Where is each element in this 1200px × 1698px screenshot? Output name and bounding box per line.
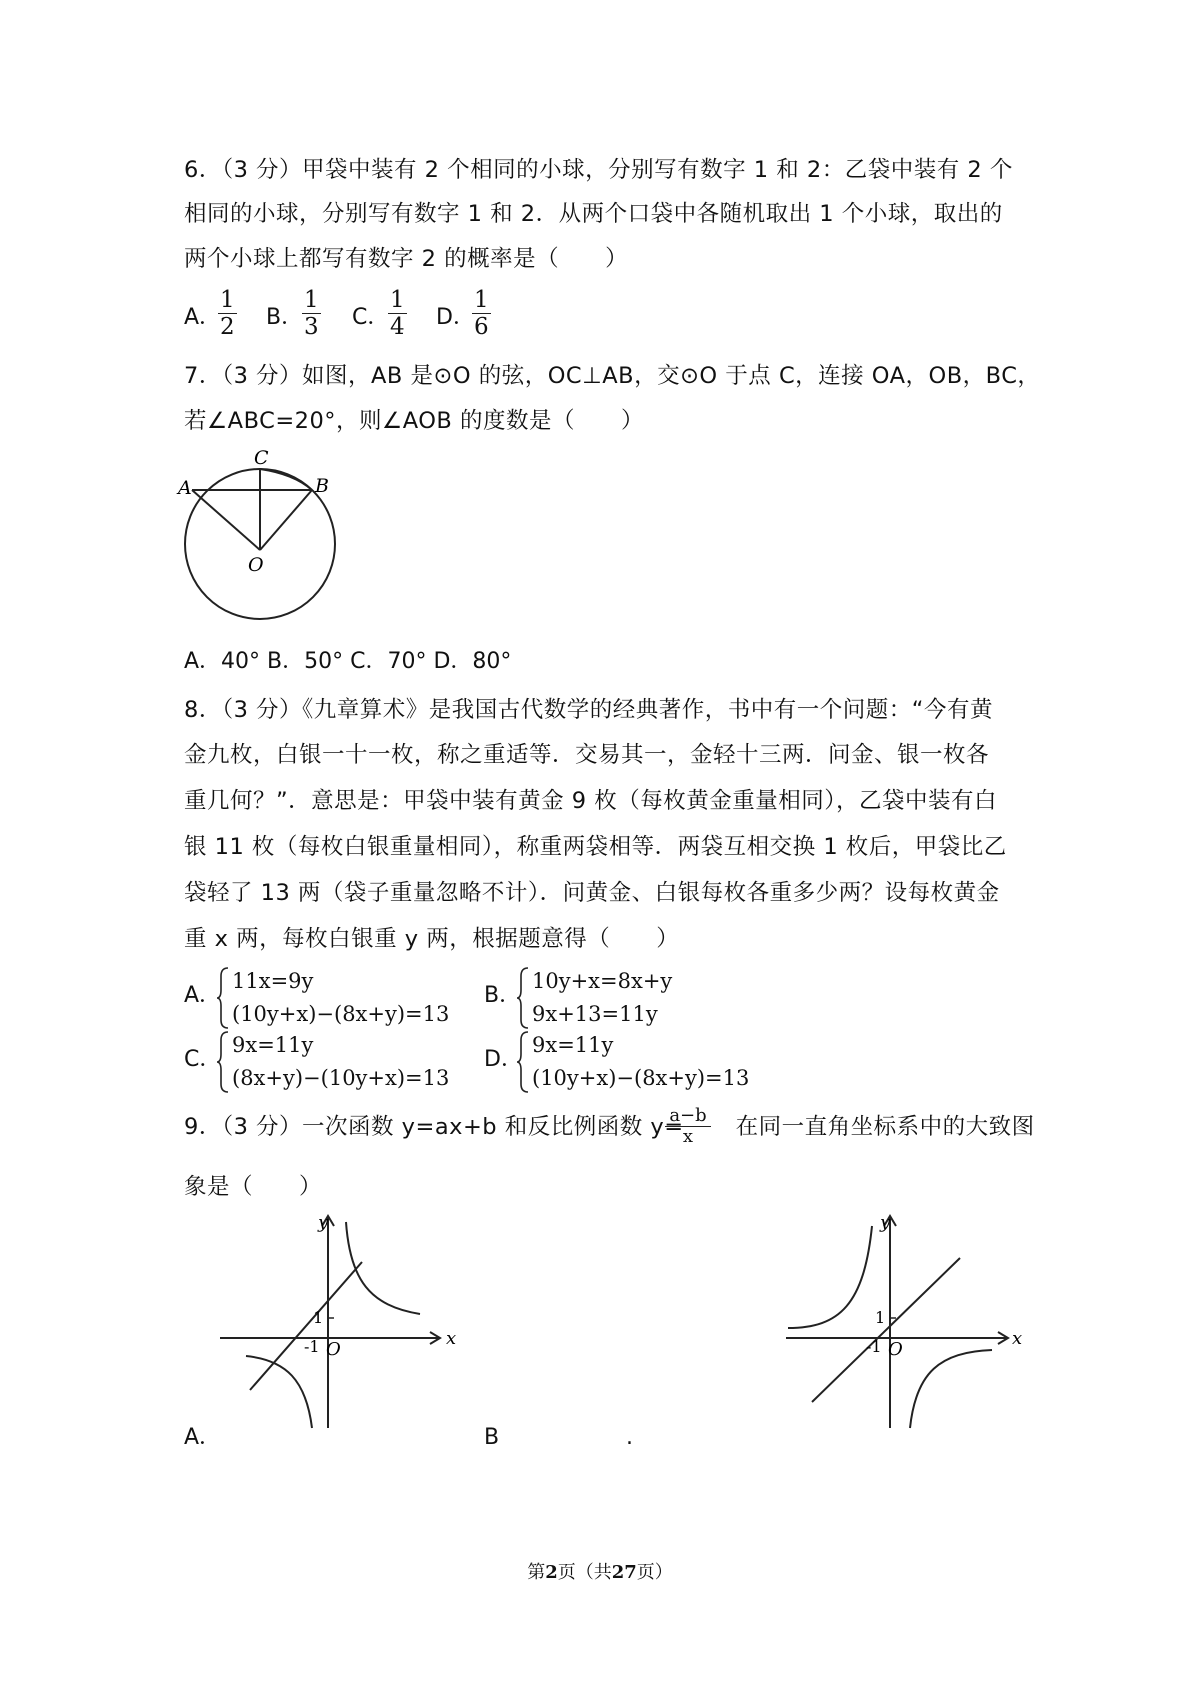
segment-bc <box>260 469 312 490</box>
q8-option-d-label: D． <box>484 1047 523 1072</box>
q6-option-d-fraction: $\frac{1}{6}$ <box>474 287 489 340</box>
q6-option-b-label: B． <box>266 305 304 330</box>
svg-text:-1: -1 <box>304 1337 320 1356</box>
svg-text:O: O <box>326 1339 341 1360</box>
q6-option-a-label: A． <box>184 305 222 330</box>
q9-graph-a <box>210 1200 470 1430</box>
page-footer: 第2页（共27页） <box>527 1562 673 1583</box>
q6-text-line-2: 相同的小球，分别写有数字 1 和 2．从两个口袋中各随机取出 1 个小球，取出的 <box>184 201 1003 227</box>
label-o: O <box>248 554 264 576</box>
current-page: 2 <box>545 1562 558 1583</box>
label-a: A <box>178 477 192 499</box>
q8-option-c-eq1: 9x=11y <box>232 1033 314 1057</box>
brace-icon <box>516 966 530 1030</box>
svg-text:O: O <box>888 1339 903 1360</box>
q9-graph-b <box>780 1200 1040 1430</box>
line-y-ax-b <box>250 1262 362 1390</box>
q8-option-b-eq2: 9x+13=11y <box>532 1002 658 1026</box>
q7-options: A．40° B．50° C．70° D．80° <box>184 649 512 674</box>
q9-option-a-label: A． <box>184 1425 222 1450</box>
q9-text-line-1: 9．（3 分）一次函数 y=ax+b 和反比例函数 y= 在同一直角坐标系中的大致图 <box>184 1114 1035 1140</box>
brace-icon <box>216 966 230 1030</box>
q8-text-line-5: 袋轻了 13 两（袋子重量忽略不计）．问黄金、白银每枚各重多少两？设每枚黄金 <box>184 880 1000 906</box>
svg-text:x: x <box>1012 1328 1023 1349</box>
q6-option-c-label: C． <box>352 305 390 330</box>
q8-text-line-2: 金九枚，白银一十一枚，称之重适等．交易其一，金轻十三两．问金、银一枚各 <box>184 742 990 768</box>
svg-text:-1: -1 <box>866 1337 882 1356</box>
brace-icon <box>216 1030 230 1094</box>
q8-option-a-eq1: 11x=9y <box>232 969 314 993</box>
svg-text:1: 1 <box>313 1308 324 1327</box>
q9-fraction: $\frac{a-b}{x}$ <box>665 1106 711 1147</box>
q9-option-b-dot: . <box>626 1425 633 1450</box>
svg-text:x: x <box>446 1328 457 1349</box>
label-c: C <box>254 447 269 469</box>
q8-option-b-eq1: 10y+x=8x+y <box>532 969 673 993</box>
brace-icon <box>516 1030 530 1094</box>
q8-option-a-label: A． <box>184 983 222 1008</box>
total-pages: 27 <box>611 1562 637 1583</box>
q8-text-line-4: 银 11 枚（每枚白银重量相同），称重两袋相等．两袋互相交换 1 枚后，甲袋比乙 <box>184 834 1007 860</box>
q9-text-line-2: 象是（ ） <box>184 1174 323 1200</box>
q8-text-line-6: 重 x 两，每枚白银重 y 两，根据题意得（ ） <box>184 926 680 952</box>
q8-option-d-eq2: (10y+x)−(8x+y)=13 <box>532 1066 750 1090</box>
q8-option-b-label: B． <box>484 983 522 1008</box>
q8-option-d-eq1: 9x=11y <box>532 1033 614 1057</box>
svg-text:1: 1 <box>875 1308 886 1327</box>
hyperbola-branch-lower <box>246 1356 312 1428</box>
label-b: B <box>315 475 329 497</box>
segment-ob <box>260 490 312 550</box>
segment-oa <box>192 490 260 550</box>
svg-text:y: y <box>318 1212 329 1233</box>
q6-option-a-fraction: $\frac{1}{2}$ <box>220 287 235 340</box>
q8-option-a-eq2: (10y+x)−(8x+y)=13 <box>232 1002 450 1026</box>
q6-text-line-1: 6．（3 分）甲袋中装有 2 个相同的小球，分别写有数字 1 和 2：乙袋中装有 2 个 <box>184 157 1013 183</box>
q8-option-c-eq2: (8x+y)−(10y+x)=13 <box>232 1066 450 1090</box>
hyperbola-branch-upper-left <box>788 1226 872 1328</box>
q8-text-line-3: 重几何？”．意思是：甲袋中装有黄金 9 枚（每枚黄金重量相同），乙袋中装有白 <box>184 788 998 814</box>
svg-text:y: y <box>880 1212 891 1233</box>
q8-text-line-1: 8．（3 分）《九章算术》是我国古代数学的经典著作，书中有一个问题：“今有黄 <box>184 697 993 723</box>
q6-option-b-fraction: $\frac{1}{3}$ <box>304 287 319 340</box>
q6-option-d-label: D． <box>436 305 475 330</box>
q7-circle-figure <box>176 444 346 634</box>
q6-text-line-3: 两个小球上都写有数字 2 的概率是（ ） <box>184 246 629 272</box>
hyperbola-branch-lower-right <box>910 1350 992 1428</box>
q9-option-b-label: B <box>484 1425 500 1450</box>
axes <box>220 1216 440 1428</box>
line-y-ax-b <box>812 1258 960 1402</box>
q6-option-c-fraction: $\frac{1}{4}$ <box>390 287 405 340</box>
q8-option-c-label: C． <box>184 1047 222 1072</box>
q7-text-line-2: 若∠ABC=20°，则∠AOB 的度数是（ ） <box>184 408 645 434</box>
q7-text-line-1: 7．（3 分）如图，AB 是⊙O 的弦，OC⊥AB，交⊙O 于点 C，连接 OA，OB，BC， <box>184 363 1041 389</box>
